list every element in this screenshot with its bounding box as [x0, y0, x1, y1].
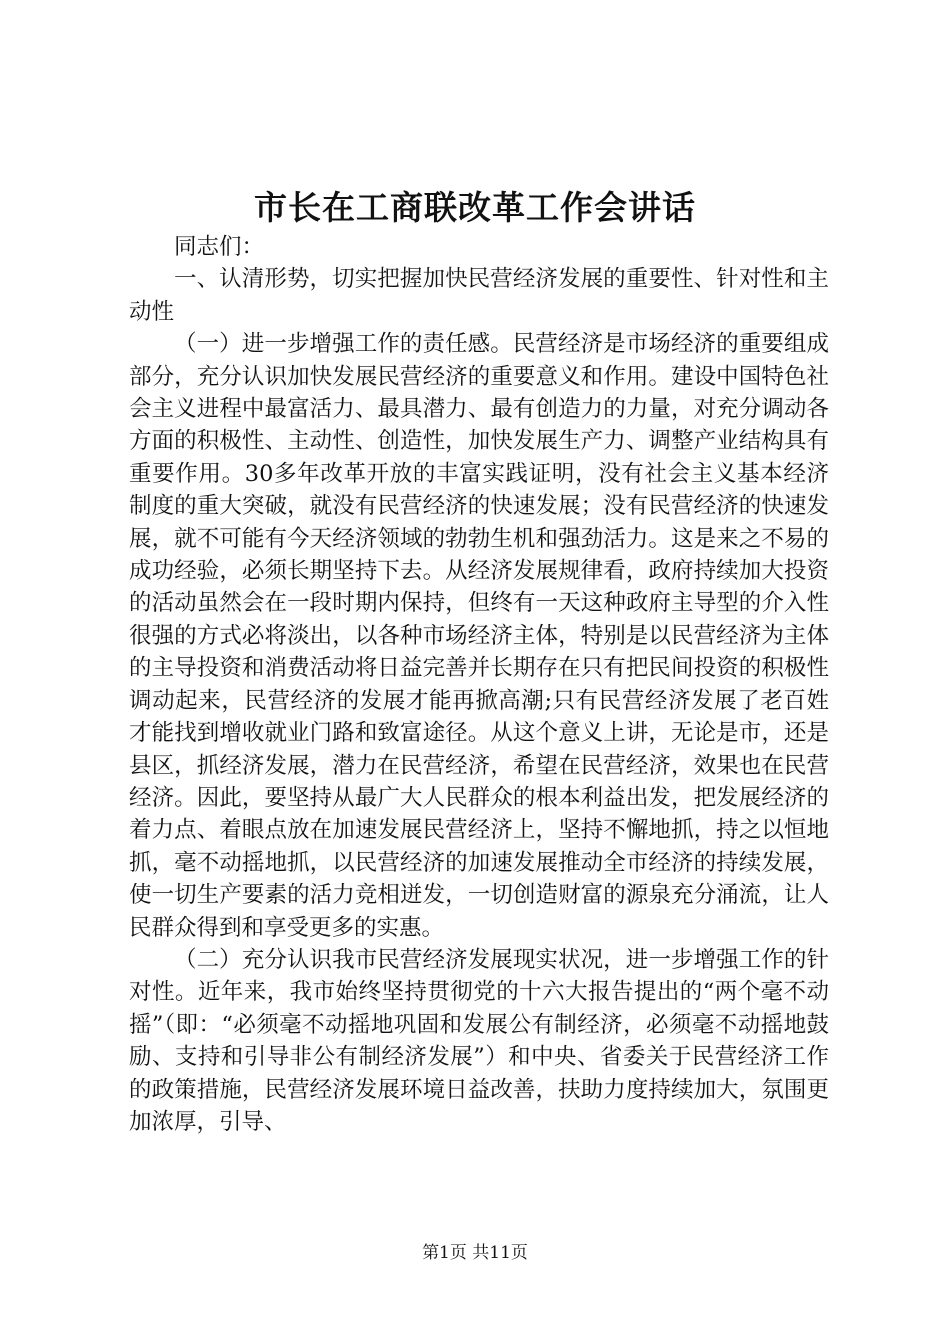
- page-footer: [0, 1241, 950, 1265]
- salutation-paragraph: 同志们：: [174, 234, 265, 260]
- page-total: 共11页: [472, 1243, 528, 1263]
- page-number: 第1页: [422, 1243, 467, 1263]
- document-body: [129, 231, 829, 1138]
- section-heading-paragraph: 一、认清形势，切实把握加快民营经济发展的重要性、针对性和主动性: [129, 266, 829, 325]
- body-paragraph-1: （一）进一步增强工作的责任感。民营经济是市场经济的重要组成部分，充分认识加快发展民营经济的重要意义和作用。建设中国特色社会主义进程中最富活力、最具潜力、最有创造力的力量，对充分调动各方面的积极性、主动性、创造性，加快发展生产力、调整产业结构具有重要作用。30多年改革开放的丰富实践证明，没有社会主义基本经济制度的重大突破，就没有民营经济的快速发展；没有民营经济的快速发展，就不可能有今天经济领域的勃勃生机和强劲活力。这是来之不易的成功经验，必须长期坚持下去。从经济发展规律看，政府持续加大投资的活动虽然会在一段时期内保持，但终有一天这种政府主导型的介入性很强的方式必将淡出，以各种市场经济主体，特别是以民营经济为主体的主导投资和消费活动将日益完善并长期存在只有把民间投资的积极性调动起来，民营经济的发展才能再掀高潮;只有民营经济发展了老百姓才能找到增收就业门路和致富途径。从这个意义上讲，无论是市，还是县区，抓经济发展，潜力在民营经济，希望在民营经济，效果也在民营经济。因此，要坚持从最广大人民群众的根本利益出发，把发展经济的着力点、着眼点放在加速发展民营经济上，坚持不懈地抓，持之以恒地抓，毫不动摇地抓，以民营经济的加速发展推动全市经济的持续发展，使一切生产要素的活力竞相迸发，一切创造财富的源泉充分涌流，让人民群众得到和享受更多的实惠。: [129, 331, 829, 941]
- body-paragraph-2: （二）充分认识我市民营经济发展现实状况，进一步增强工作的针对性。近年来，我市始终坚持贯彻党的十六大报告提出的“两个毫不动摇”（即：“必须毫不动摇地巩固和发展公有制经济，必须毫不动摇地鼓励、支持和引导非公有制经济发展”）和中央、省委关于民营经济工作的政策措施，民营经济发展环境日益改善，扶助力度持续加大，氛围更加浓厚，引导、: [129, 946, 829, 1135]
- document-title: 市长在工商联改革工作会讲话: [254, 188, 696, 227]
